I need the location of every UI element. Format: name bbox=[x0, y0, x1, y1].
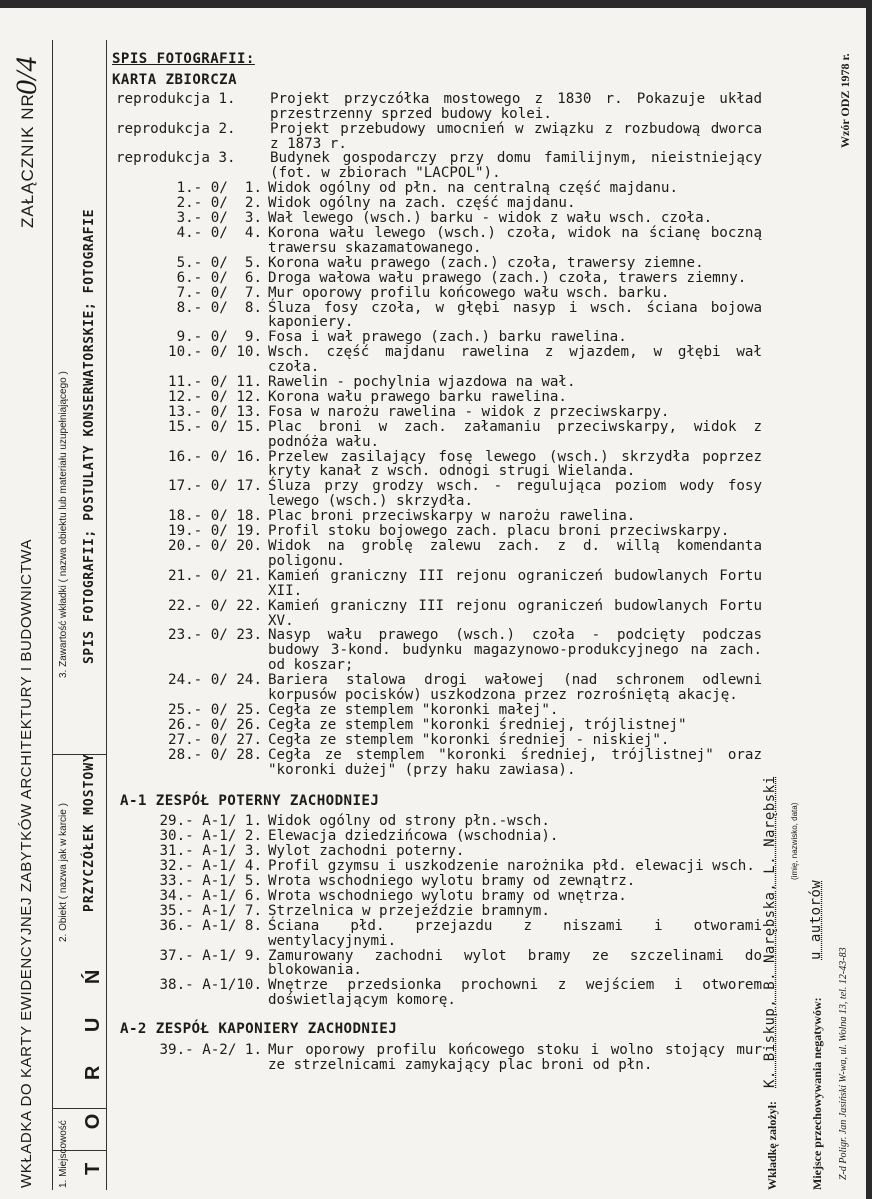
photo-item bbox=[112, 271, 762, 286]
item-number: 39.- A-2/ 1. bbox=[159, 1042, 262, 1059]
item-description: Fosa w narożu rawelina - widok z przeciwskarpy. bbox=[268, 403, 670, 420]
item-number: 33.- A-1/ 5. bbox=[159, 873, 262, 890]
item-number: 25.- 0/ 25. bbox=[168, 701, 262, 718]
attachment-number: 0/4 bbox=[10, 56, 43, 95]
form-number: Wzór ODZ 1978 r. bbox=[838, 53, 852, 148]
photo-item bbox=[112, 256, 762, 271]
photo-item bbox=[112, 718, 762, 733]
item-description: Plac broni w zach. załamaniu przeciwskarpy, widok z podnóża wału. bbox=[268, 418, 762, 450]
item-number: 32.- A-1/ 4. bbox=[159, 858, 262, 875]
item-number: 22.- 0/ 22. bbox=[168, 597, 262, 614]
item-number: 30.- A-1/ 2. bbox=[159, 828, 262, 845]
item-description: Kamień graniczny III rejonu ograniczeń budowlanych Fortu XV. bbox=[268, 597, 762, 629]
item-description: Elewacja dziedzińcowa (wschodnia). bbox=[268, 828, 559, 845]
item-number: 5.- 0/ 5. bbox=[176, 254, 262, 271]
item-number: 36.- A-1/ 8. bbox=[159, 917, 262, 934]
photo-item bbox=[112, 181, 762, 196]
field-2-value: PRZYCZÓŁEK MOSTOWY bbox=[82, 753, 97, 912]
item-number: 23.- 0/ 23. bbox=[168, 627, 262, 644]
item-number: 24.- 0/ 24. bbox=[168, 672, 262, 689]
item-description: Bariera stalowa drogi wałowej (nad schronem odlewni korpusów pocisków) uszkodzona przez rozrośniętą akację. bbox=[268, 672, 762, 704]
photo-list-a2 bbox=[112, 1043, 762, 1073]
item-description: Przelew zasilający fosę lewego (wsch.) skrzydła poprzez kryty kanał z wsch. odnogi strugi Wielanda. bbox=[268, 448, 762, 480]
field-1-value: T O R U Ń bbox=[82, 955, 104, 1175]
item-number: 19.- 0/ 19. bbox=[168, 523, 262, 540]
section-a1-heading: A-1 ZESPÓŁ POTERNY ZACHODNIEJ bbox=[120, 792, 380, 809]
item-description: Korona wału prawego (zach.) czoła, trawersy ziemne. bbox=[268, 254, 704, 271]
item-description: Cegła ze stemplem "koronki średniej - niskiej". bbox=[268, 731, 670, 748]
right-border bbox=[866, 0, 872, 1199]
created-by-hint: (imię, nazwisko, data) bbox=[790, 802, 799, 880]
field-2-label: 2. Obiekt ( nazwa jak w karcie ) bbox=[58, 803, 69, 942]
item-number: 16.- 0/ 16. bbox=[168, 448, 262, 465]
item-description: Fosa i wał prawego (zach.) barku rawelina. bbox=[268, 329, 627, 346]
item-number: 2.- 0/ 2. bbox=[176, 195, 262, 212]
item-description: Korona wału prawego barku rawelina. bbox=[268, 388, 567, 405]
item-description: Cegła ze stemplem "koronki średniej, trójlistnej" oraz "koronki dużej" (przy haku zawiasa). bbox=[268, 746, 762, 778]
doc-title: SPIS FOTOGRAFII: bbox=[112, 51, 255, 67]
top-border bbox=[0, 0, 872, 8]
item-description: Nasyp wału prawego (wsch.) czoła - podcięty podczas budowy 3-kond. budynku magazynowo-produkcyjnego na zach. od koszar; bbox=[268, 627, 762, 674]
photo-item bbox=[112, 569, 762, 599]
item-description: Mur oporowy profilu końcowego stoku i wolno stojący mur ze strzelnicami zamykający plac broni od płn. bbox=[268, 1042, 762, 1073]
photo-item bbox=[112, 919, 762, 949]
item-description: Wał lewego (wsch.) barku - widok z wału wsch. czoła. bbox=[268, 210, 713, 227]
photo-item bbox=[112, 904, 762, 919]
item-number: 10.- 0/ 10. bbox=[168, 344, 262, 361]
item-number: reprodukcja 2. bbox=[116, 120, 236, 137]
photo-item bbox=[112, 628, 762, 673]
photo-item bbox=[112, 390, 762, 405]
item-description: Profil stoku bojowego zach. placu broni przeciwskarpy. bbox=[268, 523, 730, 540]
created-by-label: Wkładkę założył: bbox=[765, 1101, 779, 1190]
item-description: Wsch. część majdanu rawelina z wjazdem, w głębi wał czoła. bbox=[268, 344, 762, 376]
photo-item bbox=[112, 599, 762, 629]
item-number: reprodukcja 1. bbox=[116, 90, 236, 107]
item-description: Projekt przyczółka mostowego z 1830 r. Pokazuje układ przestrzenny sprzed budowy kolei. bbox=[270, 90, 762, 122]
photo-item bbox=[112, 703, 762, 718]
item-description: Ściana płd. przejazdu z niszami i otworami wentylacyjnymi. bbox=[268, 917, 762, 949]
item-number: 34.- A-1/ 6. bbox=[159, 887, 262, 904]
item-description: Projekt przebudowy umocnień w związku z rozbudową dworca z 1873 r. bbox=[270, 120, 762, 152]
photo-item bbox=[112, 375, 762, 390]
printer-info: Z-d Poligr. Jan Jasiński W-wa, ul. Wolna 13, tel. 12-43-83 bbox=[838, 947, 849, 1180]
photo-item bbox=[112, 889, 762, 904]
item-number: 7.- 0/ 7. bbox=[176, 284, 262, 301]
item-description: Mur oporowy profilu końcowego wału wsch. barku. bbox=[268, 284, 670, 301]
item-number: 17.- 0/ 17. bbox=[168, 478, 262, 495]
photo-item bbox=[112, 211, 762, 226]
item-description: Plac broni przeciwskarpy w narożu rawelina. bbox=[268, 508, 636, 525]
item-number: reprodukcja 3. bbox=[116, 150, 236, 167]
photo-item bbox=[112, 539, 762, 569]
item-description: Droga wałowa wału prawego (zach.) czoła, trawers ziemny. bbox=[268, 269, 747, 286]
photo-item bbox=[112, 479, 762, 509]
photo-item bbox=[112, 978, 762, 1008]
photo-item bbox=[112, 196, 762, 211]
photo-item bbox=[112, 420, 762, 450]
photo-item bbox=[112, 330, 762, 345]
item-description: Wylot zachodni poterny. bbox=[268, 843, 465, 860]
item-number: 21.- 0/ 21. bbox=[168, 567, 262, 584]
photo-item bbox=[112, 733, 762, 748]
item-description: Wrota wschodniego wylotu bramy od wnętrza. bbox=[268, 887, 627, 904]
field-3-label: 3. Zawartość wkładki ( nazwa obiektu lub materiału uzupełniającego ) bbox=[58, 371, 69, 678]
field-1-label: 1. Miejscowość bbox=[58, 1120, 69, 1188]
form-title: WKŁADKA DO KARTY EWIDENCYJNEJ ZABYTKÓW ARCHITEKTURY I BUDOWNICTWA bbox=[18, 538, 35, 1188]
photo-item bbox=[112, 949, 762, 979]
photo-item bbox=[112, 524, 762, 539]
negatives-label: Miejsce przechowywania negatywów: bbox=[810, 997, 824, 1190]
field-3-value: SPIS FOTOGRAFII; POSTULATY KONSERWATORSKIE; FOTOGRAFIE bbox=[82, 208, 97, 664]
photo-item bbox=[112, 859, 762, 874]
document-body bbox=[112, 52, 762, 1073]
item-description: Kamień graniczny III rejonu ograniczeń budowlanych Fortu XII. bbox=[268, 567, 762, 599]
item-number: 26.- 0/ 26. bbox=[168, 716, 262, 733]
reproduction-item bbox=[112, 122, 762, 152]
item-description: Cegła ze stemplem "koronki małej". bbox=[268, 701, 559, 718]
photo-list-a1 bbox=[112, 814, 762, 1008]
item-number: 35.- A-1/ 7. bbox=[159, 902, 262, 919]
item-description: Budynek gospodarczy przy domu familijnym, nieistniejący (fot. w zbiorach "LACPOL"). bbox=[270, 150, 762, 182]
item-description: Strzelnica w przejeździe bramnym. bbox=[268, 902, 550, 919]
doc-subtitle: KARTA ZBIORCZA bbox=[112, 71, 238, 88]
photo-item bbox=[112, 450, 762, 480]
item-number: 37.- A-1/ 9. bbox=[159, 947, 262, 964]
item-description: Śluza przy grodzy wsch. - regulująca poziom wody fosy lewego (wsch.) skrzydła. bbox=[268, 478, 762, 510]
created-by-value: K. Biskup, B. Narębska, L. Narębski bbox=[762, 775, 778, 1088]
item-number: 1.- 0/ 1. bbox=[176, 180, 262, 197]
item-number: 27.- 0/ 27. bbox=[168, 731, 262, 748]
item-number: 3.- 0/ 3. bbox=[176, 210, 262, 227]
reproduction-item bbox=[112, 92, 762, 122]
photo-item bbox=[112, 301, 762, 331]
item-number: 6.- 0/ 6. bbox=[176, 269, 262, 286]
item-number: 4.- 0/ 4. bbox=[176, 224, 262, 241]
item-description: Cegła ze stemplem "koronki średniej, trójlistnej" bbox=[268, 716, 687, 733]
item-description: Zamurowany zachodni wylot bramy ze szczelinami do blokowania. bbox=[268, 947, 762, 979]
item-description: Rawelin - pochylnia wjazdowa na wał. bbox=[268, 374, 576, 391]
photo-item bbox=[112, 844, 762, 859]
item-description: Profil gzymsu i uszkodzenie narożnika płd. elewacji wsch. bbox=[268, 858, 755, 875]
section-a2-heading: A-2 ZESPÓŁ KAPONIERY ZACHODNIEJ bbox=[120, 1021, 398, 1038]
item-number: 8.- 0/ 8. bbox=[176, 299, 262, 316]
photo-item bbox=[112, 345, 762, 375]
attachment-label: ZAŁĄCZNIK NR bbox=[18, 93, 37, 228]
item-description: Widok ogólny od strony płn.-wsch. bbox=[268, 813, 550, 830]
item-number: 15.- 0/ 15. bbox=[168, 418, 262, 435]
item-number: 18.- 0/ 18. bbox=[168, 508, 262, 525]
reproduction-list bbox=[112, 92, 762, 181]
photo-item bbox=[112, 814, 762, 829]
photo-item bbox=[112, 748, 762, 778]
item-description: Widok ogólny na zach. część majdanu. bbox=[268, 195, 576, 212]
item-description: Wnętrze przedsionka prochowni z wejściem i otworem doświetlającym komorę. bbox=[268, 977, 762, 1009]
item-number: 9.- 0/ 9. bbox=[176, 329, 262, 346]
strip-divider-2 bbox=[106, 40, 107, 1190]
photo-item bbox=[112, 1043, 762, 1073]
photo-item bbox=[112, 673, 762, 703]
item-description: Korona wału lewego (wsch.) czoła, widok na ścianę boczną trawersu skazamatowanego. bbox=[268, 224, 762, 256]
item-number: 31.- A-1/ 3. bbox=[159, 843, 262, 860]
photo-item bbox=[112, 874, 762, 889]
item-number: 38.- A-1/10. bbox=[159, 977, 262, 994]
item-number: 29.- A-1/ 1. bbox=[159, 813, 262, 830]
item-number: 11.- 0/ 11. bbox=[168, 374, 262, 391]
reproduction-item bbox=[112, 151, 762, 181]
photo-item bbox=[112, 226, 762, 256]
item-number: 28.- 0/ 28. bbox=[168, 746, 262, 763]
item-description: Widok ogólny od płn. na centralną część majdanu. bbox=[268, 180, 678, 197]
item-description: Wrota wschodniego wylotu bramy od zewnątrz. bbox=[268, 873, 636, 890]
item-number: 12.- 0/ 12. bbox=[168, 388, 262, 405]
photo-item bbox=[112, 509, 762, 524]
field-sep-2 bbox=[52, 754, 106, 755]
item-description: Widok na groblę zalewu zach. z d. willą komendanta poligonu. bbox=[268, 538, 762, 569]
strip-divider-1 bbox=[52, 40, 53, 1190]
item-number: 20.- 0/ 20. bbox=[168, 538, 262, 554]
item-description: Śluza fosy czoła, w głębi nasyp i wsch. ściana bojowa kaponiery. bbox=[268, 299, 762, 331]
photo-item bbox=[112, 405, 762, 420]
negatives-value: u autorów bbox=[808, 879, 824, 960]
photo-list bbox=[112, 181, 762, 777]
photo-item bbox=[112, 286, 762, 301]
photo-item bbox=[112, 829, 762, 844]
item-number: 13.- 0/ 13. bbox=[168, 403, 262, 420]
